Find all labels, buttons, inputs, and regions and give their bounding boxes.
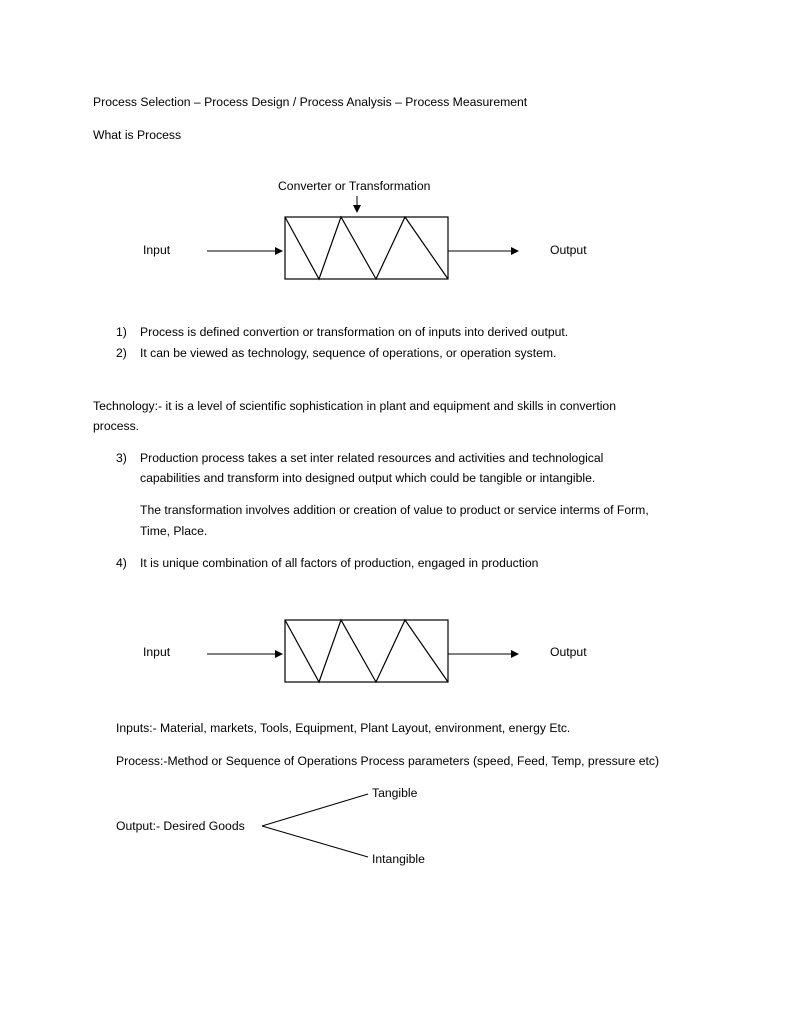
list1-item1-number: 1) [116, 325, 127, 339]
output-branch-bottom [262, 826, 368, 857]
inputs-line: Inputs:- Material, markets, Tools, Equipment, Plant Layout, environment, energy Etc. [116, 721, 571, 735]
diagram2-input-label: Input [143, 645, 171, 659]
list1-item2-text: It can be viewed as technology, sequence of operations, or operation system. [140, 346, 557, 360]
list2-item4-text: It is unique combination of all factors of production, engaged in production [140, 556, 539, 570]
diagram1-top-label: Converter or Transformation [278, 179, 431, 193]
list2-item3-sub-line2: Time, Place. [140, 524, 208, 538]
list2-item4-number: 4) [116, 556, 127, 570]
list1-item1-text: Process is defined convertion or transformation on of inputs into derived output. [140, 325, 569, 339]
list2-item3-line2: capabilities and transform into designed output which could be tangible or intangible. [140, 471, 596, 485]
process-line: Process:-Method or Sequence of Operations Process parameters (speed, Feed, Temp, pressure etc) [116, 754, 660, 768]
output-tree-branch-bottom: Intangible [372, 852, 425, 866]
output-branch-top [262, 794, 368, 826]
list2-item3-sub-line1: The transformation involves addition or creation of value to product or service interms of Form, [140, 503, 649, 517]
technology-line2: process. [93, 419, 140, 433]
list2-item3-line1: Production process takes a set inter related resources and activities and technological [140, 451, 604, 465]
page-heading: Process Selection – Process Design / Process Analysis – Process Measurement [93, 95, 528, 109]
diagram2-output-label: Output [550, 645, 587, 659]
output-tree-branch-top: Tangible [372, 786, 418, 800]
diagram1-output-label: Output [550, 243, 587, 257]
diagram1-zigzag [285, 217, 448, 279]
diagram1-process-box [285, 217, 448, 279]
diagram1-input-label: Input [143, 243, 171, 257]
question-text: What is Process [93, 128, 182, 142]
output-tree-root: Output:- Desired Goods [116, 819, 245, 833]
diagram2-zigzag [285, 620, 448, 682]
technology-line1: Technology:- it is a level of scientific sophistication in plant and equipment and skills in convertion [93, 399, 616, 413]
diagram2-process-box [285, 620, 448, 682]
list2-item3-number: 3) [116, 451, 127, 465]
list1-item2-number: 2) [116, 346, 127, 360]
